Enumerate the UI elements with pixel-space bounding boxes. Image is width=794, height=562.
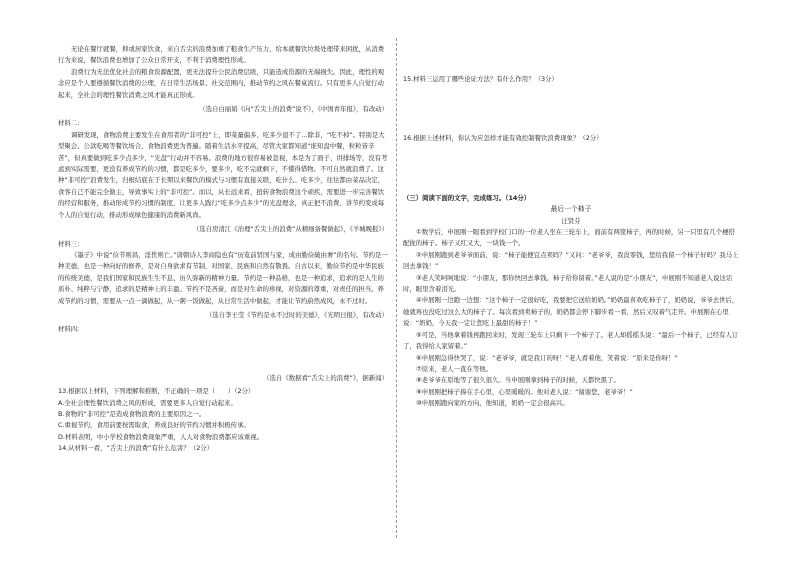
material4-heading: 材料四：: [58, 325, 84, 334]
material1-source: （选自白丽娟《向“舌尖上的浪费”说不》，《中国青年报》，有改动）: [199, 105, 388, 114]
material4-source: （选自《数据看“舌尖上的浪费”》，据新闻）: [263, 373, 388, 382]
story-para-10: ⑩申展刚跑向家的方向，他知道，奶奶一定会很高兴。: [416, 399, 569, 408]
story-para-1: ①数学后，申展刚一眼看到学校门口的一位老人坐在三轮车上，面前有两筐柿子，再的时候，另一只里有几个梗搭配拢的柿子。柿子又红又大，一块钱一个。: [403, 228, 735, 248]
question-13-option-d[interactable]: D.材料表明，中小学校食物浪费现象严重，人人对食物浪费都应该重视。: [58, 432, 264, 441]
story-para-6: ⑥申展刚急得快哭了，说：“老爷爷，就是我订的呀！”老人看着他，笑着说：“原来是你呀！”: [416, 353, 678, 362]
story-para-8: ⑧老爷爷在原地等了很久很久。当申展刚拿到柿子的时候，天都快黑了。: [416, 376, 620, 385]
story-para-4: ④申展刚一边跑一边想：“这个柿子一定很好吃，我要把它送给奶奶。”奶奶最喜欢吃柿子了，奶奶说，爷爷去世后，她就再也没吃过这么大的柿子了。每次看到卖柿子的，奶奶都会停下脚步看一看，然后又叹着气走开。申展刚在心里说：“奶奶，今天我一定让您吃上最甜的柿子！”: [403, 296, 739, 328]
question-13-option-a[interactable]: A.全社会理性餐饮消费之风的形成，需要更多人自觉行动起来。: [58, 398, 237, 407]
story-para-5: ⑤可是，当他拿着钱再跑回来时，发现三轮车上只剩下一个柿子了。老人却摇摇头说：“最后一个柿子，已经有人订了，我得给人家留着。”: [403, 330, 739, 351]
question-16: 16.根据上述材料，你认为应怎样才能有效控制餐饮浪费现象？（2分）: [403, 134, 603, 143]
column-divider: [396, 38, 397, 538]
story-author: 汪贤芬: [561, 216, 581, 225]
material1-para-a: 无论在餐厅就餐，抑或居家饮食，来自舌尖的浪费加重了粮食生产压力，给本就餐饮垃圾处理带来困扰，从消费行为来说，餐饮浪费也增加了公众日常开支，不利于消费理性形成。: [58, 45, 385, 65]
question-13-option-c[interactable]: C.重视节约，食用前要按需取食，养成良好的节约习惯并积极传承。: [58, 421, 250, 430]
material3-para: 《墨子》中说“俭节则昌，淫佚则亡。”唐朝诗人李商隐也有“历览前贤国与家，成由勤俭破由奢”的名句。节约是一种美德，也是一种向好的修养，是对自身欲求有节制，对国家、民族和自然有敬畏。自古以来，勤俭节约是中华民族的传统美德，是我们国家和民族生生不息、历久弥新的精神力量。节约是一种品格，也是一种追求，追求的是人生的质朴、纯粹与宁静，追求的是精神上的丰盈。节约不是吝啬，而是对生命的珍视，对资源的尊重，对责任的担当。养成节约的习惯，需要从一点一滴做起，从一粥一饭做起，从日常生活中做起，才能让节约蔚然成风，永不过时。: [58, 250, 388, 305]
story-para-3: ③老人笑呵呵地说：“小朋友，那你快回去拿钱。柿子给你留着。”老人说的是“小朋友”，申展刚不知道老人说这话时，眼里含着泪光。: [403, 273, 733, 294]
material2-source: （选自房清江《治理“舌尖上的浪费”从精细备餐做起》，《羊城晚报》）: [192, 225, 388, 234]
question-15-answer-space[interactable]: [403, 85, 739, 133]
right-column: [403, 44, 739, 410]
story-para-9: ⑨申展刚把柿子捧在手心里，心里暖暖的。他对老人说：“谢谢您，老爷爷！”: [416, 387, 633, 396]
question-15: 15.材料三运用了哪些论证方法？有什么作用？（3分）: [403, 75, 558, 83]
material4-image-area: [58, 336, 388, 370]
question-16-answer-space[interactable]: [403, 145, 739, 193]
left-column: [58, 44, 388, 455]
material1-para-b: 浪费行为无法优化社会的粮食资源配置，更无法提升公民消费层级，只能造成资源的无端损失。因此，理性的观念应是个人要遵循餐饮消费的公理，在日常生活场景、社交范围内，推动节约之风在餐桌流行。只有更多人自觉行动起来，全社会的理性餐饮消费之风才能真正形成。: [58, 67, 385, 99]
material2-para: 调研发现，食物浪费主要发生在食用者的“非可控”上，即菜量偏多、吃多少退不了…除非，“吃不掉”。特别是大型聚会、公款吃喝等餐饮场合，食物浪费更为普遍。随着生活水平提高，尽管大家都知道“谁知盘中餐，粒粒皆辛苦”，但真要做到吃多少点多少，“光盘”行动并不容易。浪费的地方很容易被忽视，本是为了面子、讲排场等，没有考虑到实际需要，更没有养成节约的习惯，都是吃多少，要多少，吃不完就剩下，不懂得惜物。不可自然就浪费了。这种“非可控”浪费发生，归根结底在于长期以来餐饮的模式与习惯有直接关联，吃什么、吃多少，往往都由菜品决定，食客自己不能完全做主，导致事实上的“非可控”。而以，从长远来看，扭转食物浪费这个顽疾，需要进一步完善餐饮的经营和服务，推动形成节约习惯的制度，让更多人践行“吃多少点多少”的光盘理念，真正把不浪费、讲节约变成每个人的自觉行动，推动形成绿色健康的消费新风尚。: [58, 130, 388, 219]
question-13-option-b[interactable]: B.食物的“非可控”是造成食物浪费的主要原因之一。: [58, 409, 206, 418]
material3-heading: 材料三：: [58, 239, 84, 248]
question-13: 13.根据以上材料，下列理解和推断，不正确的一项是（ ）（2分）: [58, 387, 255, 396]
story-para-2: ②申展刚跑到老爷爷面前，说：“柿子能便宜点卖吗？”又问：“老爷爷，我没零钱，您给我留一个柿子好吗？我马上回去拿钱！”: [403, 250, 739, 271]
story-title: 最后一个柿子: [550, 205, 592, 214]
story-para-7: ⑦原来，老人一直在等他。: [416, 364, 493, 373]
section-3-heading: （三）阅读下面的文字，完成练习。（14分）: [403, 193, 531, 202]
question-14: 14.从材料一看，“舌尖上的浪费”有什么危害？（2分）: [58, 444, 214, 453]
material3-source: （选自李王莹《节约是永不过时的美德》，《光明日报》，有改动）: [205, 310, 388, 319]
material2-heading: 材料二：: [58, 119, 84, 128]
